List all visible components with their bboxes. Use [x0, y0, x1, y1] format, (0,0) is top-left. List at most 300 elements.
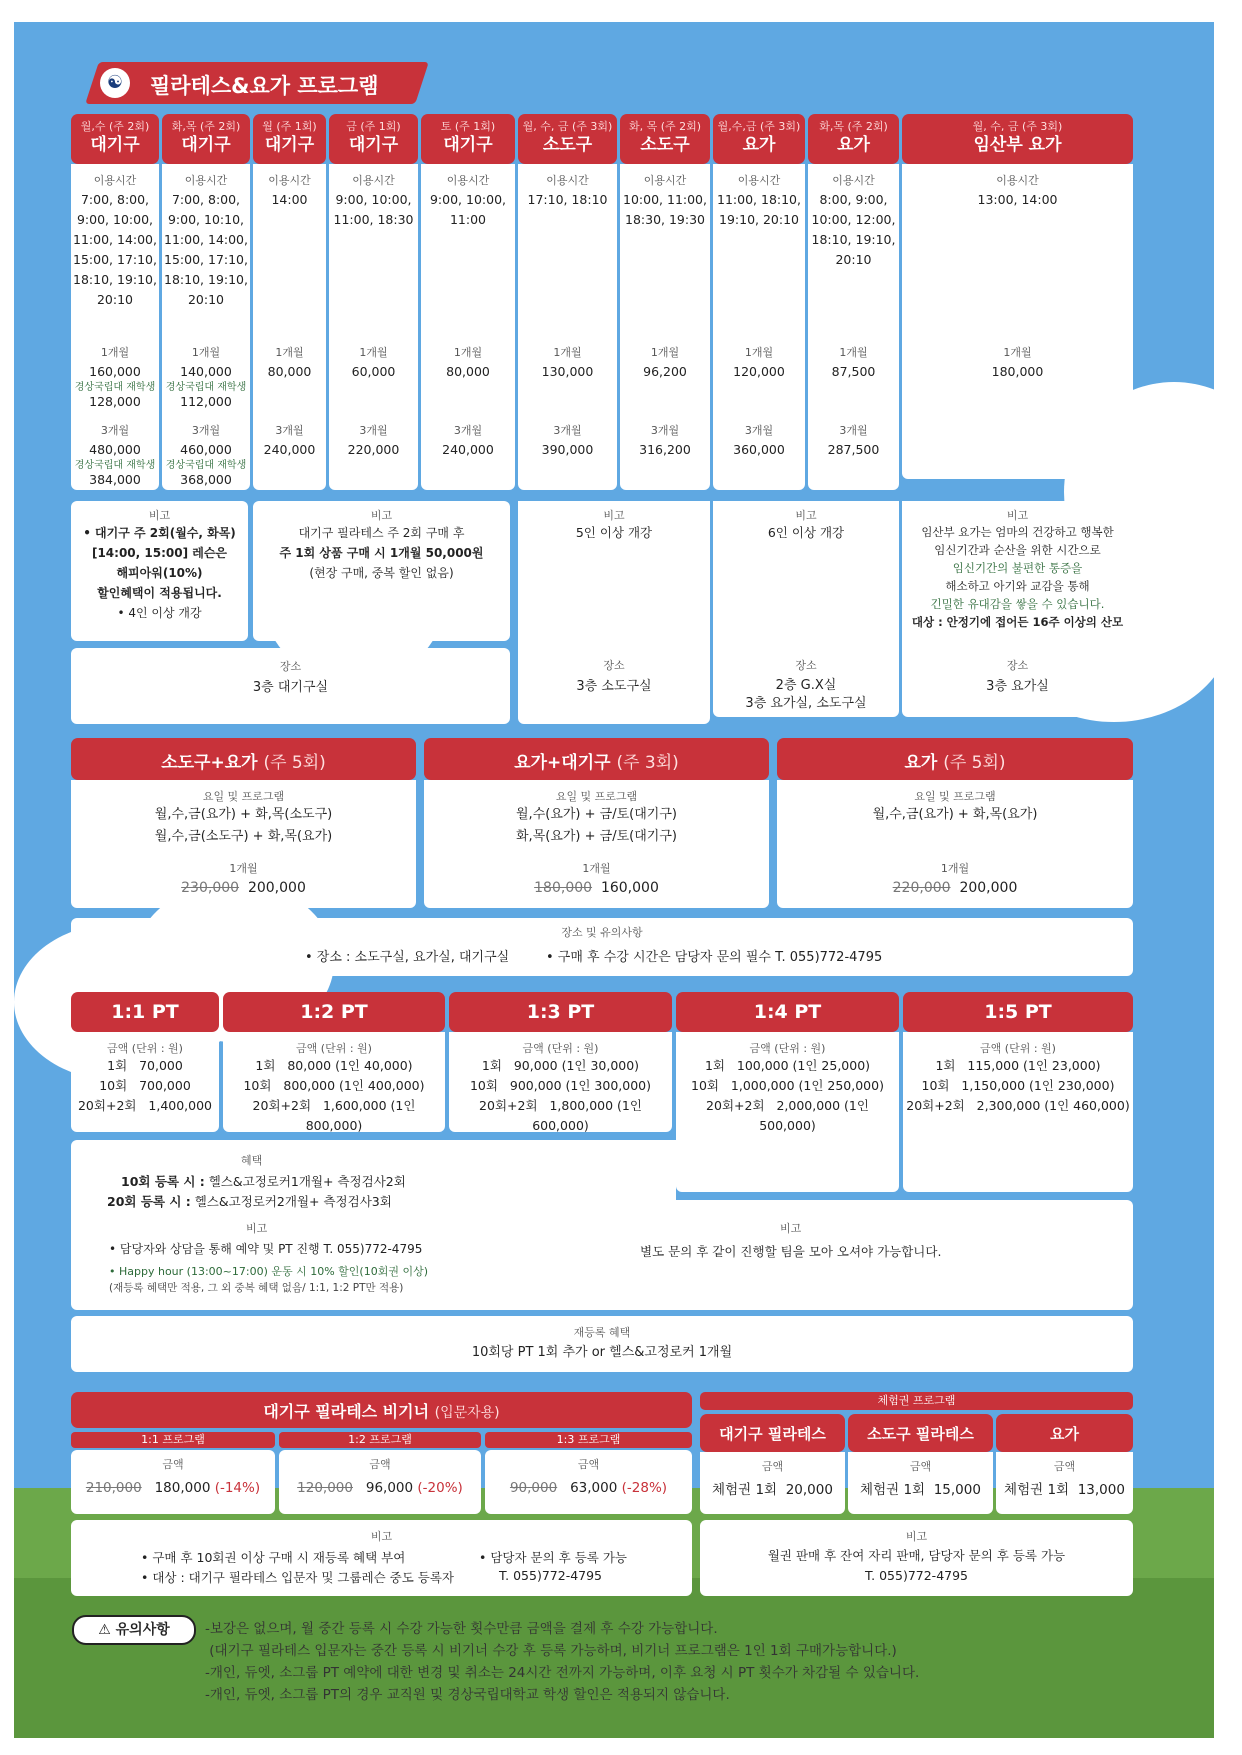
place-label: 장소 — [1006, 659, 1029, 672]
time-line: 11:00, 14:00, — [164, 232, 248, 247]
time-line: 17:10, 18:10 — [527, 192, 608, 207]
time-line: 20:10 — [187, 292, 225, 307]
program-name: 요가 — [742, 135, 776, 155]
place-text: 3층 요가실 — [986, 679, 1049, 694]
program-schedule: 화,목 (주 2회) — [819, 120, 888, 133]
pt-sessions: 20회+2회 — [252, 1098, 312, 1113]
program-name: 대기구 — [90, 135, 140, 155]
remark-label: 비고 — [148, 509, 171, 522]
caution-line: (대기구 필라테스 입문자는 중간 등록 시 비기너 수강 후 등록 가능하며, 비기너 프로그램은 1인 1회 구매가능합니다.) — [205, 1643, 897, 1659]
beginner-item-name: 1:1 프로그램 — [141, 1433, 205, 1446]
period-label: 3개월 — [553, 424, 582, 437]
pt-sessions: 20회+2회 — [77, 1098, 137, 1113]
combo-period: 1개월 — [582, 862, 611, 875]
period-label: 1개월 — [275, 346, 304, 359]
pt-rereg-box — [71, 1316, 1133, 1372]
price: 480,000 — [89, 442, 141, 457]
price: 130,000 — [541, 364, 594, 379]
pt-remark-label: 비고 — [780, 1222, 802, 1235]
combo-new-price: 200,000 — [959, 880, 1018, 896]
period-label: 3개월 — [839, 424, 868, 437]
beginner-item-box — [485, 1450, 692, 1514]
price: 360,000 — [733, 442, 785, 457]
pt-sessions: 10회 — [243, 1078, 272, 1093]
time-line: 13:00, 14:00 — [977, 192, 1058, 207]
price: 390,000 — [541, 442, 594, 457]
trial-item-name: 대기구 필라테스 — [719, 1425, 826, 1443]
period-label: 1개월 — [1003, 346, 1032, 359]
program-name: 소도구 — [640, 135, 690, 155]
place-text: 3층 소도구실 — [576, 679, 652, 694]
combo-old-price: 220,000 — [892, 880, 951, 896]
trial-price-label: 금액 — [909, 1460, 932, 1473]
pt-price-label: 금액 (단위 : 원) — [107, 1042, 183, 1055]
pt-header — [223, 992, 445, 1032]
pt-sessions: 20회+2회 — [906, 1098, 965, 1113]
discount-note: 경상국립대 재학생 — [74, 382, 156, 393]
beginner-discount: (-14%) — [214, 1480, 261, 1496]
pt-price-row — [223, 1096, 445, 1136]
remark-box-2 — [253, 501, 510, 641]
trial-item-header — [996, 1414, 1133, 1452]
pt-price-label: 금액 (단위 : 원) — [296, 1042, 372, 1055]
period-label: 1개월 — [453, 346, 483, 359]
period-label: 3개월 — [191, 424, 221, 437]
time-line: 7:00, 8:00, — [171, 192, 241, 207]
time-line: 10:00, 11:00, — [623, 192, 707, 207]
pt-rereg-text: 10회당 PT 1회 추가 or 헬스&고정로커 1개월 — [471, 1345, 733, 1360]
pt-price: 1,150,000 (1인 230,000) — [961, 1078, 1115, 1093]
pt-box — [903, 1032, 1133, 1192]
pt-sessions: 1회 — [935, 1058, 956, 1073]
combo-header — [71, 738, 416, 780]
pt-header — [676, 992, 899, 1032]
pt-price-row — [449, 1056, 672, 1076]
combo-period: 1개월 — [940, 862, 970, 875]
remark-line: 임신기간의 불편한 통증을 — [952, 561, 1083, 575]
place-box-1 — [71, 648, 510, 724]
beginner-item-box — [71, 1450, 275, 1514]
program-column — [808, 164, 899, 490]
combo-name: 소도구+요가 — [161, 753, 258, 773]
pt-price-row — [71, 1076, 219, 1096]
pt-name: 1:3 PT — [526, 1001, 595, 1023]
price: 120,000 — [733, 364, 785, 379]
time-label: 이용시간 — [832, 174, 875, 187]
beginner-new-price: 63,000 — [570, 1480, 618, 1496]
combo-old-price: 230,000 — [181, 880, 240, 896]
pt-box — [676, 1032, 899, 1192]
remark-label: 비고 — [1006, 509, 1029, 522]
time-label: 이용시간 — [546, 174, 589, 187]
time-line: 20:10 — [835, 252, 872, 267]
program-header — [329, 114, 418, 164]
beginner-header — [71, 1392, 692, 1428]
program-schedule: 화, 목 (주 2회) — [628, 120, 702, 133]
combo-title — [71, 738, 416, 773]
remark-line: 대기구 필라테스 주 2회 구매 후 — [298, 526, 465, 540]
time-line: 18:10, 19:10, — [164, 272, 248, 287]
time-line: 9:00, 10:00, — [335, 192, 412, 207]
combo-notice-label: 장소 및 유의사항 — [561, 926, 643, 939]
price: 240,000 — [442, 442, 494, 457]
beginner-price-label: 금액 — [162, 1458, 184, 1471]
beginner-price-label: 금액 — [369, 1458, 391, 1471]
pt-sessions: 1회 — [255, 1058, 276, 1073]
pt-sessions: 1회 — [107, 1058, 128, 1073]
discount-price: 368,000 — [180, 472, 232, 487]
discount-price: 128,000 — [89, 394, 141, 409]
pt-benefit-box — [71, 1140, 676, 1310]
beginner-old-price: 120,000 — [297, 1480, 353, 1496]
trial-remark-line: 월권 판매 후 잔여 자리 판매, 담당자 문의 후 등록 가능 — [767, 1548, 1066, 1563]
period-label: 3개월 — [359, 424, 388, 437]
program-column — [713, 164, 805, 490]
program-header — [162, 114, 250, 164]
discount-note: 경상국립대 재학생 — [74, 460, 156, 471]
trial-ticket: 체험권 1회 — [712, 1482, 778, 1498]
program-header — [71, 114, 159, 164]
time-label: 이용시간 — [352, 174, 395, 187]
time-line: 18:10, 19:10, — [73, 272, 157, 287]
beginner-new-price: 96,000 — [365, 1480, 414, 1496]
period-label: 1개월 — [650, 346, 680, 359]
remark-label: 비고 — [370, 509, 393, 522]
beginner-item-header — [485, 1432, 692, 1448]
combo-label: 요일 및 프로그램 — [914, 790, 996, 803]
remark-target: 대상 : 안정기에 접어든 16주 이상의 산모 — [911, 615, 1124, 629]
place-text: 3층 요가실, 소도구실 — [745, 696, 867, 711]
combo-line: 월,수,금(요가) + 화,목(요가) — [872, 807, 1038, 822]
pt-rereg-label: 재등록 혜택 — [573, 1326, 631, 1339]
trial-price-label: 금액 — [1053, 1460, 1076, 1473]
program-column — [162, 164, 250, 490]
price: 287,500 — [827, 442, 880, 457]
pt-price-row — [676, 1076, 899, 1096]
pt-price: 1,400,000 — [148, 1098, 213, 1113]
price: 240,000 — [263, 442, 316, 457]
pt-benefit-line-2 — [107, 1192, 392, 1210]
pt-remark-line: (재등록 혜택만 적용, 그 외 중복 혜택 없음/ 1:1, 1:2 PT만 적용) — [109, 1282, 404, 1294]
time-label: 이용시간 — [643, 174, 687, 187]
beginner-remark-box — [71, 1520, 692, 1596]
remark-box-5 — [902, 501, 1133, 641]
pt-price: 700,000 — [139, 1078, 191, 1093]
beginner-remark-line: • 담당자 문의 후 등록 가능 — [479, 1550, 627, 1565]
pt-sessions: 10회 — [469, 1078, 498, 1093]
program-column — [71, 164, 159, 490]
caution-line: -개인, 듀엣, 소그룹 PT의 경우 교직원 및 경상국립대학교 학생 할인은 적용되지 않습니다. — [205, 1687, 730, 1703]
period-label: 3개월 — [100, 424, 130, 437]
pt-benefit-line-1 — [121, 1172, 406, 1190]
pt-price: 80,000 (1인 40,000) — [287, 1058, 413, 1073]
beginner-title-text: 대기구 필라테스 비기너 — [263, 1402, 430, 1421]
trial-title: 체험권 프로그램 — [877, 1394, 956, 1407]
period-label: 1개월 — [744, 346, 774, 359]
remark-line: • 대기구 주 2회(월수, 화목) — [83, 526, 236, 540]
program-name: 소도구 — [542, 135, 593, 155]
trial-ticket: 체험권 1회 — [1004, 1482, 1070, 1498]
pt-remark-group: 별도 문의 후 같이 진행할 팀을 모아 오셔야 가능합니다. — [640, 1244, 942, 1259]
program-header — [713, 114, 805, 164]
program-schedule: 화,목 (주 2회) — [171, 120, 241, 133]
time-line: 9:00, 10:10, — [167, 212, 244, 227]
pt-name: 1:4 PT — [753, 1001, 822, 1023]
time-label: 이용시간 — [446, 174, 490, 187]
pt-price: 900,000 (1인 300,000) — [509, 1078, 652, 1093]
combo-label: 요일 및 프로그램 — [202, 790, 285, 803]
time-line: 18:10, 19:10, — [811, 232, 896, 247]
pt-header — [71, 992, 219, 1032]
pt-name: 1:2 PT — [300, 1001, 368, 1023]
remark-box-4 — [713, 501, 899, 641]
pt-price-row — [71, 1056, 219, 1076]
pt-name: 1:1 PT — [111, 1001, 179, 1023]
program-header — [518, 114, 617, 164]
pt-price-label: 금액 (단위 : 원) — [749, 1042, 826, 1055]
trial-ticket: 체험권 1회 — [860, 1482, 926, 1498]
price: 160,000 — [89, 364, 141, 379]
time-line: 9:00, 10:00, — [429, 192, 506, 207]
pt-remark-label: 비고 — [246, 1222, 268, 1235]
program-schedule: 월 (주 1회) — [262, 120, 317, 133]
period-label: 1개월 — [839, 346, 868, 359]
combo-notice-contact: • 구매 후 수강 시간은 담당자 문의 필수 T. 055)772-4795 — [546, 950, 883, 965]
remark-line: • 4인 이상 개강 — [117, 606, 202, 620]
warning-icon: ⚠ — [98, 1622, 111, 1638]
program-schedule: 월,수,금 (주 3회) — [717, 120, 801, 133]
price: 220,000 — [347, 442, 400, 457]
period-label: 3개월 — [275, 424, 304, 437]
caution-line: -개인, 듀엣, 소그룹 PT 예약에 대한 변경 및 취소는 24시간 전까지 가능하며, 이후 요청 시 PT 횟수가 차감될 수 있습니다. — [205, 1665, 920, 1681]
place-label: 장소 — [279, 660, 302, 673]
period-label: 3개월 — [650, 424, 680, 437]
combo-name: 요가+대기구 — [514, 753, 611, 773]
pt-price-row — [903, 1076, 1133, 1096]
pt-price-label: 금액 (단위 : 원) — [980, 1042, 1056, 1055]
beginner-item-name: 1:3 프로그램 — [556, 1433, 621, 1446]
pt-box — [71, 1032, 219, 1132]
combo-box — [777, 780, 1133, 908]
time-label: 이용시간 — [737, 174, 781, 187]
remark-text: 5인 이상 개강 — [575, 525, 653, 540]
combo-old-price: 180,000 — [534, 880, 593, 896]
beginner-title-sub: (입문자용) — [434, 1405, 500, 1421]
pt-price-row — [71, 1096, 219, 1116]
trial-price: 15,000 — [933, 1482, 981, 1498]
program-column — [620, 164, 710, 490]
pt-sessions: 20회+2회 — [479, 1098, 538, 1113]
pt-price-row — [676, 1056, 899, 1076]
period-label: 1개월 — [100, 346, 130, 359]
program-schedule: 월, 수, 금 (주 3회) — [522, 120, 613, 133]
pt-price-row — [903, 1056, 1133, 1076]
time-line: 19:10, 20:10 — [719, 212, 799, 227]
remark-line: 긴밀한 유대감을 쌓을 수 있습니다. — [930, 597, 1105, 611]
price: 96,200 — [643, 364, 687, 379]
combo-name: 요가 — [904, 753, 938, 773]
program-schedule: 금 (주 1회) — [346, 120, 401, 133]
price: 140,000 — [180, 364, 232, 379]
period-label: 1개월 — [553, 346, 582, 359]
combo-line: 화,목(요가) + 금/토(대기구) — [516, 829, 677, 844]
pt-price: 800,000 (1인 400,000) — [283, 1078, 425, 1093]
place-text: 3층 대기구실 — [252, 680, 329, 695]
price: 180,000 — [991, 364, 1044, 379]
time-line: 11:00 — [449, 212, 487, 227]
beginner-item-box — [279, 1450, 481, 1514]
remark-line: [14:00, 15:00] 레슨은 — [91, 546, 228, 560]
pt-header — [903, 992, 1133, 1032]
pt-sessions: 1회 — [481, 1058, 502, 1073]
remark-line: 할인혜택이 적용됩니다. — [97, 586, 222, 600]
period-label: 3개월 — [453, 424, 483, 437]
program-column — [253, 164, 326, 490]
program-header — [902, 114, 1133, 164]
program-name: 요가 — [837, 135, 870, 155]
time-label: 이용시간 — [93, 174, 137, 187]
combo-line: 월,수(요가) + 금/토(대기구) — [516, 807, 677, 822]
combo-period: 1개월 — [229, 862, 258, 875]
pt-remark-line: • 담당자와 상담을 통해 예약 및 PT 진행 T. 055)772-4795 — [109, 1242, 423, 1256]
pt-price: 2,300,000 (1인 460,000) — [976, 1098, 1130, 1113]
remark-line: 해소하고 아기와 교감을 통해 — [945, 579, 1090, 593]
remark-line: 임산부 요가는 엄마의 건강하고 행복한 — [921, 525, 1114, 539]
combo-header — [777, 738, 1133, 780]
beginner-item-name: 1:2 프로그램 — [348, 1433, 412, 1446]
discount-price: 384,000 — [89, 472, 141, 487]
time-line: 9:00, 10:00, — [76, 212, 153, 227]
time-label: 이용시간 — [996, 174, 1039, 187]
pt-price: 90,000 (1인 30,000) — [513, 1058, 640, 1073]
beginner-new-price: 180,000 — [154, 1480, 211, 1496]
beginner-remark-label: 비고 — [370, 1530, 393, 1543]
discount-price: 112,000 — [180, 394, 232, 409]
pt-price: 1,600,000 (1인 800,000) — [305, 1098, 416, 1133]
program-header — [421, 114, 515, 164]
pt-price: 100,000 (1인 25,000) — [736, 1058, 871, 1073]
combo-new-price: 160,000 — [600, 880, 659, 896]
trial-price: 13,000 — [1077, 1482, 1125, 1498]
trial-remark-label: 비고 — [905, 1530, 928, 1543]
period-label: 3개월 — [744, 424, 774, 437]
trial-item-header — [700, 1414, 845, 1452]
price: 80,000 — [267, 364, 312, 379]
time-line: 15:00, 17:10, — [164, 252, 248, 267]
pt-name: 1:5 PT — [984, 1001, 1052, 1023]
yoga-logo-icon: ☯ — [100, 68, 130, 98]
remark-box-3 — [518, 501, 710, 641]
pt-price-row — [223, 1056, 445, 1076]
program-name: 대기구 — [443, 135, 493, 155]
beginner-old-price: 210,000 — [85, 1480, 142, 1496]
remark-label: 비고 — [603, 509, 625, 522]
time-line: 8:00, 9:00, — [819, 192, 888, 207]
program-name: 임산부 요가 — [973, 135, 1062, 155]
price: 316,200 — [639, 442, 691, 457]
remark-text: 6인 이상 개강 — [767, 525, 845, 540]
trial-header — [700, 1392, 1133, 1410]
price: 60,000 — [351, 364, 396, 379]
discount-note: 경상국립대 재학생 — [165, 460, 247, 471]
trial-item-name: 소도구 필라테스 — [867, 1425, 974, 1443]
trial-item-box — [996, 1452, 1133, 1514]
pt-price-row — [676, 1096, 899, 1136]
program-header — [253, 114, 326, 164]
combo-notice-place: • 장소 : 소도구실, 요가실, 대기구실 — [305, 950, 510, 965]
program-name: 대기구 — [181, 135, 231, 155]
program-name: 대기구 — [348, 135, 399, 155]
time-label: 이용시간 — [184, 174, 228, 187]
place-box-2 — [518, 641, 710, 724]
pt-remark-line: • Happy hour (13:00~17:00) 운동 시 10% 할인(10회권 이상) — [109, 1265, 429, 1278]
pt-price: 1,000,000 (1인 250,000) — [730, 1078, 884, 1093]
time-label: 이용시간 — [268, 174, 311, 187]
discount-note: 경상국립대 재학생 — [165, 382, 247, 393]
combo-box — [424, 780, 769, 908]
period-label: 1개월 — [191, 346, 221, 359]
beginner-item-header — [279, 1432, 481, 1448]
program-column — [329, 164, 418, 490]
remark-line: 주 1회 상품 구매 시 1개월 50,000원 — [279, 546, 484, 560]
remark-line: 해피아워(10%) — [116, 566, 203, 580]
time-line: 11:00, 14:00, — [73, 232, 157, 247]
place-box-4 — [902, 641, 1133, 717]
period-label: 1개월 — [359, 346, 388, 359]
place-label: 장소 — [795, 659, 817, 672]
time-line: 11:00, 18:30 — [333, 212, 414, 227]
combo-notice-box — [71, 918, 1133, 976]
pt-price: 115,000 (1인 23,000) — [967, 1058, 1101, 1073]
place-box-3 — [713, 641, 899, 717]
caution-badge — [72, 1615, 196, 1645]
pt-sessions: 10회 — [99, 1078, 128, 1093]
beginner-discount: (-28%) — [621, 1480, 668, 1496]
program-schedule: 월, 수, 금 (주 3회) — [972, 120, 1063, 133]
combo-frequency: (주 5회) — [943, 753, 1006, 773]
trial-price-label: 금액 — [761, 1460, 784, 1473]
beginner-title — [71, 1392, 692, 1422]
pt-sessions: 10회 — [691, 1078, 719, 1093]
pt-price: 70,000 — [139, 1058, 183, 1073]
price: 87,500 — [831, 364, 876, 379]
combo-label: 요일 및 프로그램 — [555, 790, 638, 803]
time-line: 15:00, 17:10, — [73, 252, 157, 267]
time-line: 20:10 — [96, 292, 134, 307]
pt-sessions: 10회 — [921, 1078, 950, 1093]
pt-benefit-key: 10회 등록 시 : — [121, 1174, 205, 1189]
program-column — [421, 164, 515, 490]
beginner-old-price: 90,000 — [509, 1480, 558, 1496]
time-line: 7:00, 8:00, — [80, 192, 150, 207]
program-column — [518, 164, 617, 490]
price: 460,000 — [180, 442, 232, 457]
program-header — [620, 114, 710, 164]
combo-frequency: (주 3회) — [616, 753, 679, 773]
pt-benefit-value: 헬스&고정로커2개월+ 측정검사3회 — [190, 1194, 392, 1209]
pt-price: 2,000,000 (1인 500,000) — [759, 1098, 869, 1133]
beginner-price-label: 금액 — [577, 1458, 600, 1471]
beginner-remark-line: T. 055)772-4795 — [499, 1568, 603, 1583]
caution-label: 유의사항 — [115, 1622, 170, 1638]
beginner-discount: (-20%) — [417, 1480, 463, 1496]
place-text: 2층 G.X실 — [775, 678, 837, 693]
beginner-remark-line: • 대상 : 대기구 필라테스 입문자 및 그룹레슨 중도 등록자 — [141, 1570, 454, 1585]
pt-sessions: 20회+2회 — [706, 1098, 765, 1113]
program-column — [902, 164, 1133, 479]
pt-box — [223, 1032, 445, 1132]
remark-box-1 — [71, 501, 248, 641]
